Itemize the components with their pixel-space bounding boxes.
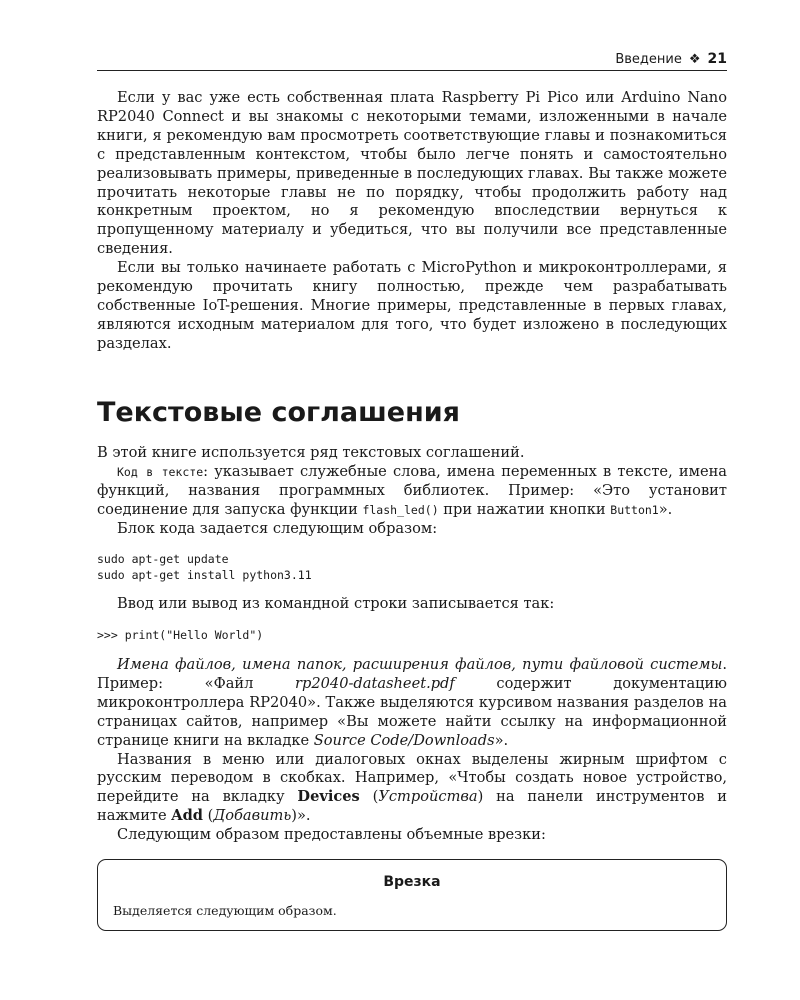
paragraph-text: при нажатии кнопки bbox=[438, 500, 611, 518]
bold-menu-name: Devices bbox=[297, 788, 360, 806]
paragraph-text: Названия в меню или диалоговых окнах выделены жирным шрифтом с русским переводом в скобках. Например, «Чтобы создать новое устройство, перейдите на вкладку bbox=[97, 750, 727, 806]
italic-convention-paragraph bbox=[97, 656, 727, 751]
running-head-section: Введение bbox=[615, 52, 682, 67]
italic-tab-name: Source Code/Downloads bbox=[313, 731, 495, 749]
paragraph-text: )». bbox=[291, 807, 311, 825]
fleuron-icon: ❖ bbox=[688, 52, 701, 67]
running-head bbox=[97, 50, 727, 71]
inline-code: flash_led() bbox=[362, 502, 439, 517]
sidebar-text: Выделяется следующим образом. bbox=[113, 903, 337, 918]
italic-lead: Имена файлов, имена папок, расширения файлов, пути файловой системы bbox=[117, 656, 723, 673]
code-in-text-paragraph bbox=[97, 463, 727, 520]
paragraph-text: ( bbox=[359, 788, 379, 806]
sidebar-box bbox=[97, 859, 727, 931]
code-block-intro: Блок кода задается следующим образом: bbox=[117, 519, 438, 537]
sidebar-intro: Следующим образом предоставлены объемные врезки: bbox=[117, 826, 546, 844]
italic-translation: Устройства bbox=[378, 788, 478, 806]
code-in-text-label: Код в тексте bbox=[117, 464, 204, 479]
paragraph-text: : указывает служебные слова, имена переменных в тексте, имена функций, названия программных библиотек. Пример: «Это установит соединение для запуска функции bbox=[97, 462, 728, 518]
formatting-block bbox=[97, 656, 727, 845]
paragraph-text: ». bbox=[494, 731, 509, 749]
io-code-block: >>> print("Hello World") bbox=[97, 628, 264, 642]
inline-code: Button1 bbox=[610, 502, 659, 517]
paragraph-text: ( bbox=[203, 807, 214, 825]
intro-paragraph-2: Если вы только начинаете работать с MicroPython и микроконтроллерами, я рекомендую прочитать книгу полностью, прежде чем разрабатывать собственные IoT-решения. Многие примеры, представленные в первых главах, являются исходным материалом для того, что будет изложено в последующих разделах. bbox=[97, 259, 727, 352]
intro-block bbox=[97, 89, 727, 354]
section-heading: Текстовые соглашения bbox=[97, 397, 461, 428]
bold-convention-paragraph bbox=[97, 751, 727, 827]
paragraph-text: . Пример: «Файл bbox=[97, 656, 727, 692]
sidebar-title: Врезка bbox=[383, 874, 441, 890]
italic-translation: Добавить bbox=[213, 807, 292, 825]
intro-paragraph-1: Если у вас уже есть собственная плата Raspberry Pi Pico или Arduino Nano RP2040 Connect и вы знакомы с некоторыми темами, изложенными в начале книги, я рекомендую вам просмотреть соответствующие главы и познакомиться с представленным контекстом, чтобы было легче понять и самостоятельно реализовывать примеры, приведенные в последующих главах. Вы также можете прочитать некоторые главы не по порядку, чтобы продолжить работу над конкретным проектом, но я рекомендую впоследствии вернуться к пропущенному материалу и убедиться, что вы получили все представленные сведения. bbox=[97, 89, 727, 258]
italic-filename: rp2040-datasheet.pdf bbox=[295, 674, 455, 692]
io-intro: Ввод или вывод из командной строки записывается так: bbox=[117, 595, 555, 612]
bold-menu-name: Add bbox=[171, 807, 204, 825]
paragraph-text: ». bbox=[658, 500, 673, 518]
conventions-lead: В этой книге используется ряд текстовых соглашений. bbox=[97, 444, 525, 461]
page-number: 21 bbox=[707, 51, 727, 67]
conventions-block bbox=[97, 444, 727, 539]
paragraph-text: содержит документацию микроконтроллера RP2040». Также выделяются курсивом названия разделов на страницах сайтов, например «Вы можете найти ссылку на информационной странице книги на вкладке bbox=[97, 674, 727, 749]
code-block: sudo apt-get update sudo apt-get install python3.11 bbox=[97, 552, 312, 582]
paragraph-text: ) на панели инструментов и нажмите bbox=[97, 788, 727, 825]
